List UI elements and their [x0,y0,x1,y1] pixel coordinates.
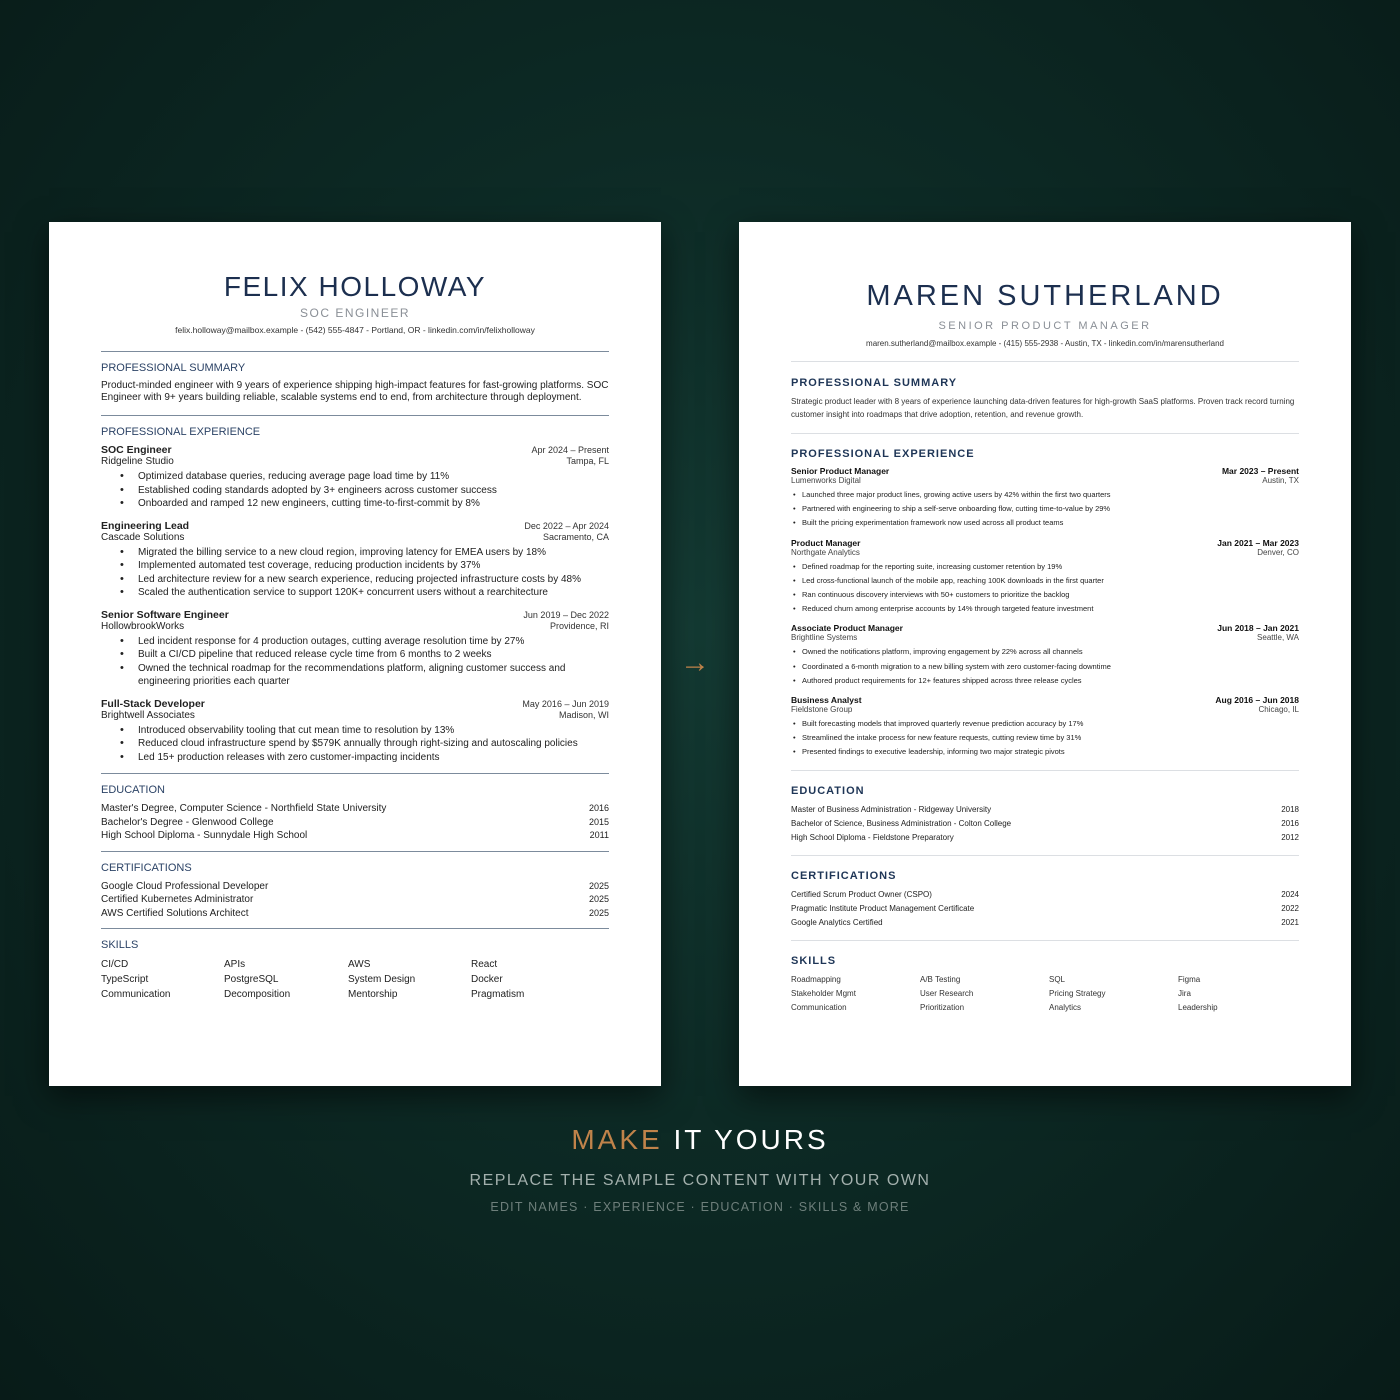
skill-item: Communication [791,1002,847,1012]
job-location: Seattle, WA [1257,633,1299,643]
job-bullets [101,724,609,765]
skill-item: Pragmatism [471,989,525,1000]
job-header [791,695,1299,705]
job-header [101,609,609,621]
certification-row-year: 2025 [588,907,609,918]
job-location: Denver, CO [1257,547,1299,557]
bullet-item: • Authored product requirements for 12+ features shipped across three release cycles [802,674,1299,688]
job-dates: Dec 2022 – Apr 2024 [524,520,609,531]
certification-row-text: Google Cloud Professional Developer [101,880,269,892]
bullet-item: • Led incident response for 4 production outages, cutting average resolution time by 27% [138,635,609,649]
section-heading-experience: PROFESSIONAL EXPERIENCE [101,426,261,438]
bullet-item: • Onboarded and ramped 12 new engineers, cutting time-to-first-commit by 8% [138,497,609,511]
education-row-year: 2018 [1281,804,1299,814]
education-row-text: High School Diploma - Sunnydale High School [101,830,308,841]
education-row [791,803,1299,817]
job-company: Brightwell Associates [101,709,195,721]
certification-row-text: Certified Kubernetes Administrator [101,894,254,905]
job-header [791,538,1299,548]
certification-row-year: 2025 [588,894,609,904]
job-role: Associate Product Manager [791,623,903,634]
bullet-item: • Migrated the billing service to a new cloud region, improving latency for EMEA users by 18% [138,546,609,560]
job-company: HollowbrookWorks [101,620,185,632]
job-company: Cascade Solutions [101,531,185,543]
resume-name: FELIX HOLLOWAY [223,271,487,302]
job-header [791,623,1299,633]
certification-row-text: AWS Certified Solutions Architect [101,907,249,919]
certification-row-text: Google Analytics Certified [791,917,883,927]
resume-name: MAREN SUTHERLAND [866,280,1224,312]
arrow-right-icon: → [680,646,710,679]
job-subheader [791,548,1299,557]
certification-row [101,907,609,921]
job-company: Brightline Systems [791,633,858,643]
certification-row [101,880,609,894]
job-role: Business Analyst [791,695,862,706]
skill-item: CI/CD [101,959,129,970]
job-bullets [101,470,609,511]
job-entry [791,695,1299,760]
cta-headline-rest: IT YOURS [662,1124,829,1155]
job-header [101,698,609,710]
job-subheader [791,633,1299,642]
job-location: Sacramento, CA [542,531,609,542]
bullet-item: • Coordinated a 6-month migration to a new billing system with zero customer-facing downtime [802,660,1299,674]
education-list [101,802,609,843]
bullet-item: • Optimized database queries, reducing average page load time by 11% [138,470,609,484]
job-subheader [791,476,1299,485]
education-row-year: 2015 [588,816,609,827]
bullet-item: • Built forecasting models that improved quarterly revenue prediction accuracy by 17% [802,717,1299,731]
section-heading-education: EDUCATION [101,784,165,796]
section-heading-skills: SKILLS [791,954,837,967]
resume-contact: felix.holloway@mailbox.example - (542) 555-4847 - Portland, OR - linkedin.com/in/felixholloway [175,325,535,335]
skill-item: Pricing Strategy [1049,988,1106,998]
bullet-item: • Reduced cloud infrastructure spend by $579K annually through right-sizing and autoscaling policies [138,737,609,751]
education-row [101,816,609,830]
experience-list [101,444,609,764]
job-entry [791,466,1299,531]
job-bullets [101,635,609,689]
skill-item: React [471,959,498,970]
job-role: SOC Engineer [101,444,172,456]
experience-list [791,466,1299,760]
bullet-item: • Owned the technical roadmap for the recommendations platform, aligning customer success and engineering priorities each quarter [138,662,609,689]
summary-text: Strategic product leader with 8 years of experience launching data-driven features for high-growth SaaS platforms. Proven track record turning customer insight into roadmaps that drive adoption, retention, and revenue growth. [791,397,1295,419]
skill-item: A/B Testing [920,974,961,984]
job-company: Northgate Analytics [791,547,860,557]
skill-item: Stakeholder Mgmt [791,988,856,998]
certification-row-text: Pragmatic Institute Product Management Certificate [791,903,975,913]
skill-item: AWS [348,959,371,970]
job-bullets [101,546,609,600]
skill-item: System Design [348,974,416,985]
skills-grid [791,973,1299,1015]
section-heading-certifications: CERTIFICATIONS [101,861,192,874]
bullet-item: • Reduced churn among enterprise accounts by 14% through targeted feature investment [802,602,1299,616]
education-row-text: Master's Degree, Computer Science - Northfield State University [101,803,387,814]
job-entry [101,609,609,689]
section-heading-certifications: CERTIFICATIONS [791,869,897,882]
skill-item: Roadmapping [791,974,841,984]
job-entry [791,623,1299,688]
education-row-text: Master of Business Administration - Ridgeway University [791,804,992,814]
bullet-item: • Led cross-functional launch of the mobile app, reaching 100K downloads in the first quarter [802,574,1299,588]
skill-item: Jira [1178,988,1191,998]
job-bullets [791,488,1299,531]
education-row [791,831,1299,845]
bullet-item: • Led architecture review for a new search experience, reducing projected infrastructure costs by 48% [138,573,609,587]
education-row-year: 2011 [589,830,609,840]
job-entry [101,444,609,511]
skill-item: Leadership [1178,1002,1218,1012]
certification-row-year: 2024 [1281,889,1299,899]
job-bullets [791,645,1299,688]
job-role: Product Manager [791,537,861,548]
certification-row [791,902,1299,916]
job-role: Full-Stack Developer [101,697,205,710]
education-row-text: Bachelor's Degree - Glenwood College [101,816,274,828]
bullet-item: • Established coding standards adopted by 3+ engineers across customer success [138,484,609,498]
job-company: Lumenworks Digital [791,476,861,485]
job-header [101,444,609,456]
job-location: Austin, TX [1262,476,1299,485]
job-entry [101,698,609,765]
bullet-item: • Partnered with engineering to ship a self-serve onboarding flow, cutting time-to-value by 29% [802,502,1299,516]
certification-row-text: Certified Scrum Product Owner (CSPO) [791,889,932,899]
section-heading-summary: PROFESSIONAL SUMMARY [791,377,958,389]
bullet-item: • Introduced observability tooling that cut mean time to resolution by 13% [138,724,609,738]
education-row-year: 2012 [1281,832,1299,842]
certification-row-year: 2022 [1281,903,1299,913]
section-heading-skills: SKILLS [101,939,139,951]
cta-headline [0,1124,1400,1156]
resume-contact: maren.sutherland@mailbox.example - (415) 555-2938 - Austin, TX - linkedin.com/in/marensutherland [866,339,1224,348]
bullet-item: • Owned the notifications platform, improving engagement by 22% across all channels [802,645,1299,659]
job-subheader [101,532,609,543]
education-list [791,803,1299,845]
certifications-list [791,888,1299,930]
job-role: Engineering Lead [101,519,190,532]
bullet-item: • Ran continuous discovery interviews with 50+ customers to prioritize the backlog [802,588,1299,602]
certification-row [791,888,1299,902]
bullet-item: • Built a CI/CD pipeline that reduced release cycle time from 6 months to 2 weeks [138,648,609,662]
job-dates: Mar 2023 – Present [1221,466,1299,476]
job-header [101,520,609,532]
skill-item: TypeScript [101,974,149,985]
summary-text: Product-minded engineer with 9 years of experience shipping high-impact features for fast-growing platforms. SOC Engineer with 9+ years building reliable, scalable systems end to end, from architecture through deployment. [101,380,609,403]
cta-tagline: EDIT NAMES · EXPERIENCE · EDUCATION · SKILLS & MORE [490,1200,910,1214]
certification-row [791,916,1299,930]
job-location: Tampa, FL [566,456,609,466]
resume-title: SENIOR PRODUCT MANAGER [938,320,1152,332]
resume-title: SOC ENGINEER [299,306,410,320]
bullet-item: • Streamlined the intake process for new feature requests, cutting review time by 31% [802,731,1299,745]
job-dates: Apr 2024 – Present [531,445,609,455]
bullet-item: • Implemented automated test coverage, reducing production incidents by 37% [138,559,609,573]
skill-item: Docker [471,974,503,985]
resume-after [739,222,1351,1086]
resume-before [49,222,661,1086]
job-header [791,466,1299,476]
job-role: Senior Software Engineer [101,608,229,621]
job-dates: Jan 2021 – Mar 2023 [1217,537,1299,548]
education-row-text: Bachelor of Science, Business Administration - Colton College [791,818,1012,828]
certification-row-year: 2021 [1281,917,1299,927]
job-dates: May 2016 – Jun 2019 [522,698,609,709]
job-subheader [791,705,1299,714]
job-location: Providence, RI [549,620,609,631]
education-row [101,829,609,843]
certification-row-year: 2025 [588,880,609,891]
job-bullets [791,717,1299,760]
bullet-item: • Defined roadmap for the reporting suite, increasing customer retention by 19% [802,560,1299,574]
job-location: Madison, WI [558,709,609,720]
job-location: Chicago, IL [1258,705,1299,715]
section-heading-experience: PROFESSIONAL EXPERIENCE [791,448,975,460]
job-entry [101,520,609,600]
job-subheader [101,456,609,467]
job-dates: Jun 2018 – Jan 2021 [1217,623,1299,634]
skill-item: PostgreSQL [224,974,279,985]
section-heading-education: EDUCATION [791,784,865,797]
job-entry [791,538,1299,617]
skill-item: Decomposition [224,989,291,1000]
certifications-list [101,880,609,921]
education-row [101,802,609,816]
bullet-item: • Scaled the authentication service to support 120K+ concurrent users without a rearchitecture [138,586,609,600]
certification-row [101,893,609,907]
cta-headline-accent: MAKE [571,1124,663,1155]
job-company: Ridgeline Studio [101,456,174,467]
job-dates: Jun 2019 – Dec 2022 [523,609,609,620]
bullet-item: • Presented findings to executive leadership, informing two major strategic pivots [802,745,1299,759]
section-heading-summary: PROFESSIONAL SUMMARY [101,362,246,374]
skills-grid [101,957,609,1002]
skill-item: Communication [101,989,171,1000]
skill-item: Mentorship [348,989,398,1000]
skill-item: SQL [1049,974,1066,984]
job-bullets [791,560,1299,617]
education-row-year: 2016 [588,803,609,813]
job-subheader [101,710,609,721]
bullet-item: • Built the pricing experimentation framework now used across all product teams [802,516,1299,530]
job-dates: Aug 2016 – Jun 2018 [1215,695,1299,706]
education-row-text: High School Diploma - Fieldstone Preparatory [791,832,954,842]
skill-item: User Research [920,988,974,998]
bullet-item: • Led 15+ production releases with zero customer-impacting incidents [138,751,609,765]
skill-item: Analytics [1049,1002,1082,1012]
job-company: Fieldstone Group [791,705,853,715]
education-row [791,817,1299,831]
bullet-item: • Launched three major product lines, growing active users by 42% within the first two quarters [802,488,1299,502]
job-subheader [101,621,609,632]
education-row-year: 2016 [1281,818,1299,828]
skill-item: APIs [224,959,246,970]
skill-item: Figma [1178,974,1201,984]
cta-subhead: REPLACE THE SAMPLE CONTENT WITH YOUR OWN [469,1172,931,1189]
job-role: Senior Product Manager [791,466,890,476]
skill-item: Prioritization [920,1002,965,1012]
